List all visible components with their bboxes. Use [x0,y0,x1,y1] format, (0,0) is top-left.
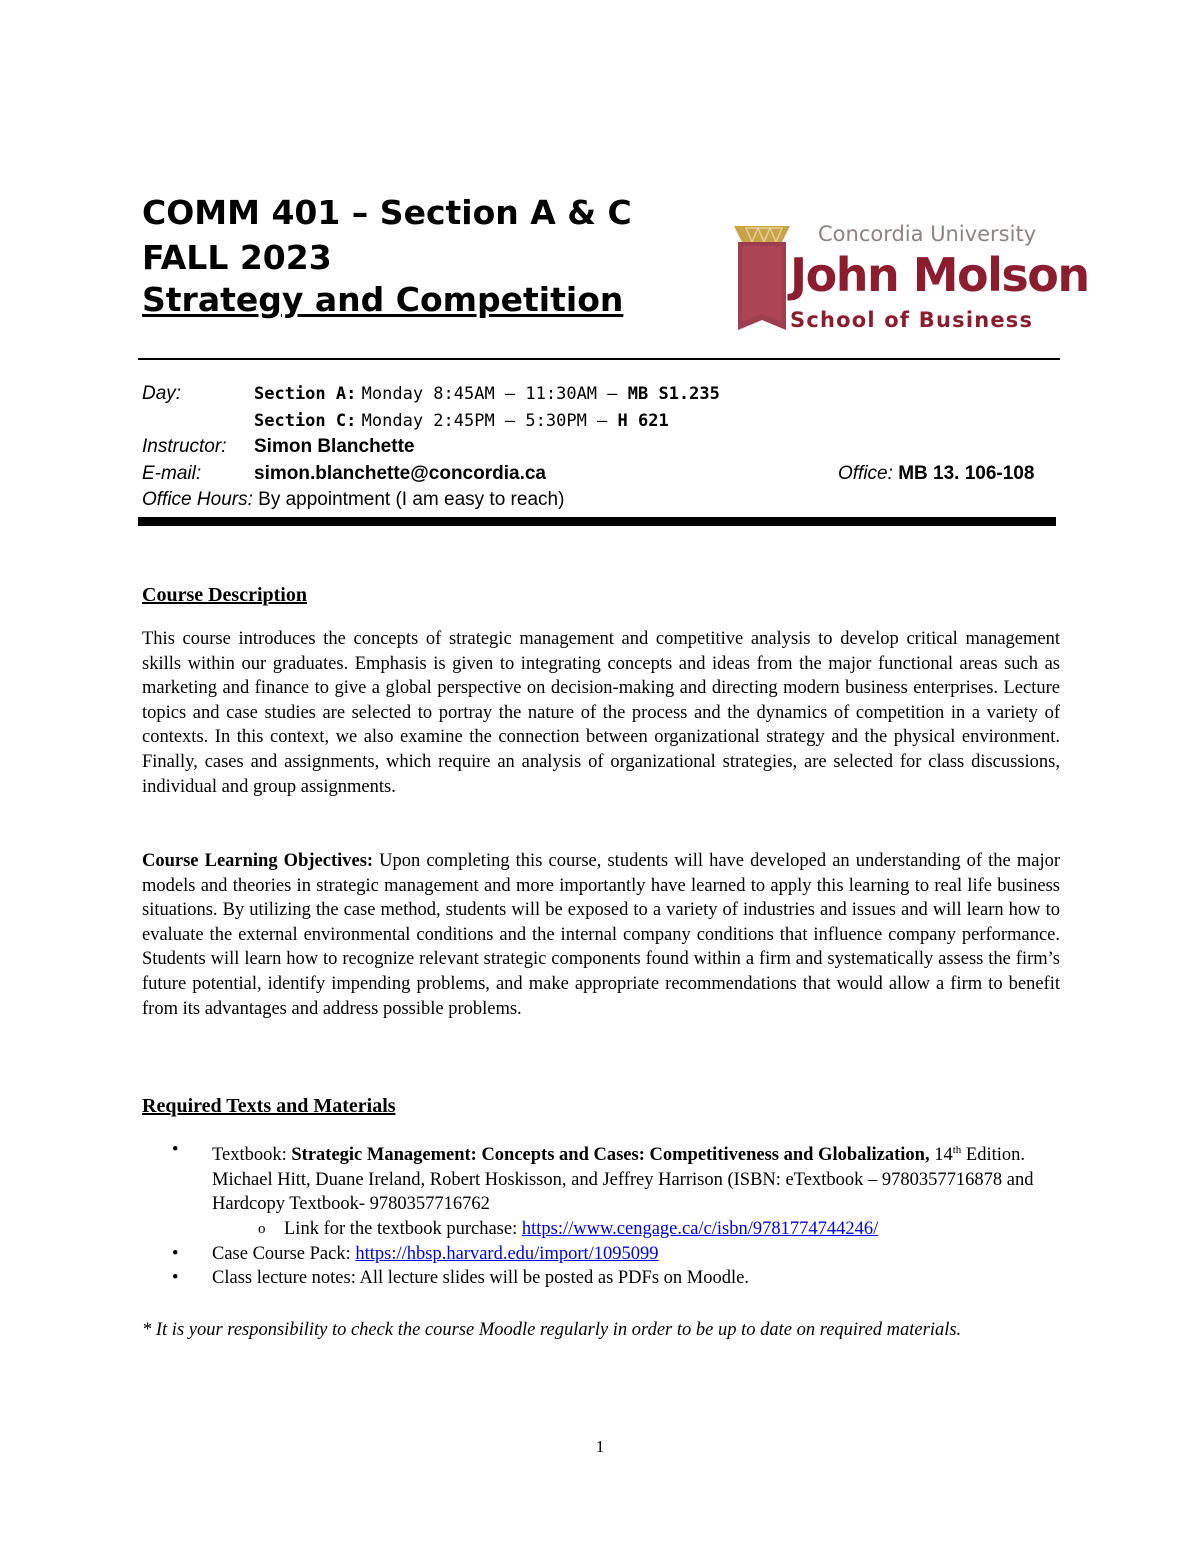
section-a-room: MB S1.235 [627,384,720,404]
section-c-room: H 621 [617,411,669,431]
office-hours-value: By appointment (I am easy to reach) [258,489,565,510]
materials-heading: Required Texts and Materials [142,1095,396,1117]
case-pack-link[interactable]: https://hbsp.harvard.edu/import/1095099 [355,1243,659,1264]
section-c-time: Monday 2:45PM – 5:30PM – [361,411,618,431]
university-name: Concordia University [818,222,1037,246]
office-hours-label: Office Hours: [142,489,253,510]
list-item-purchase-link: o Link for the textbook purchase: https://www.cengage.ca/c/isbn/9781774744246/ [142,1217,1060,1242]
bullet-icon: • [172,1243,179,1264]
moodle-note: * It is your responsibility to check the course Moodle regularly in order to be up to date on required materials. [142,1320,962,1340]
email-label: E-mail: [142,463,202,484]
term-title: FALL 2023 [142,238,332,277]
section-a-label: Section A: [254,384,357,404]
instructor-name: Simon Blanchette [254,436,415,457]
sub-bullet-icon: o [258,1220,266,1237]
office-row [838,461,1034,487]
learning-objectives-label: Course Learning Objectives: [142,851,374,871]
learning-objectives-paragraph [142,849,1060,1021]
book-emblem-icon [732,220,792,332]
list-item-textbook: • Textbook: Strategic Management: Concepts and Cases: Competitiveness and Globalization, 14th Edition. Michael Hitt, Duane Ireland, Robert Hoskisson, and Jeffrey Harrison (ISBN: eTextbook – 9780357716878 and Hardcopy Textbook- 9780357716762 [172,1140,1034,1215]
bullet-icon: • [172,1268,179,1289]
day-row [142,381,181,407]
learning-objectives-text: Upon completing this course, students will have developed an understanding of the major models and theories in strategic management and more importantly have learned to apply this learning to real life business situations. By utilizing the case method, students will be exposed to a variety of industries and issues and will learn how to evaluate the external environmental conditions and the internal company conditions that influence company performance. Students will learn how to recognize relevant strategic components found within a firm and systematically assess the firm’s future potential, identify impending problems, and make appropriate recommendations that would allow a firm to benefit from its advantages and address possible problems. [142,851,1060,1019]
office-room: MB 13. 106-108 [898,463,1035,484]
list-item-case-pack: • Case Course Pack: https://hbsp.harvard.edu/import/1095099 [142,1242,1060,1267]
materials-list [142,1138,1060,1291]
school-suffix: School of Business [790,308,1034,332]
section-c-row [254,408,669,434]
textbook-purchase-link[interactable]: https://www.cengage.ca/c/isbn/9781774744246/ [521,1218,879,1239]
page-number: 1 [595,1437,605,1456]
instructor-label: Instructor: [142,436,227,457]
textbook-title: Strategic Management: Concepts and Cases: Competitiveness and Globalization, [291,1145,930,1166]
office-label: Office: [838,463,893,484]
course-description-heading: Course Description [142,584,307,606]
day-label: Day: [142,383,182,404]
school-name: John Molson [790,248,1089,302]
top-divider [138,358,1060,360]
course-code-title: COMM 401 – Section A & C [142,193,632,232]
list-item-lecture-notes: • Class lecture notes: All lecture slides will be posted as PDFs on Moodle. [142,1266,1060,1291]
office-hours-row [142,487,564,513]
section-a-time: Monday 8:45AM – 11:30AM – [361,384,628,404]
course-name-title: Strategy and Competition [142,280,624,319]
section-a-row [254,381,720,407]
bullet-icon: • [172,1140,179,1160]
info-divider [138,517,1056,526]
jmsb-logo [732,218,1089,336]
section-c-label: Section C: [254,411,357,431]
email-address[interactable]: simon.blanchette@concordia.ca [254,463,546,484]
course-description-text: This course introduces the concepts of strategic management and competitive analysis to develop critical management skills within our graduates. Emphasis is given to integrating concepts and ideas from the major functional areas such as marketing and finance to give a global perspective on decision-making and directing modern business enterprises. Lecture topics and case studies are selected to portray the nature of the process and the dynamics of competition in a variety of contexts. In this context, we also examine the connection between organizational strategy and the physical environment. Finally, cases and assignments, which require an analysis of organizational strategies, are selected for class discussions, individual and group assignments. [142,629,1060,797]
